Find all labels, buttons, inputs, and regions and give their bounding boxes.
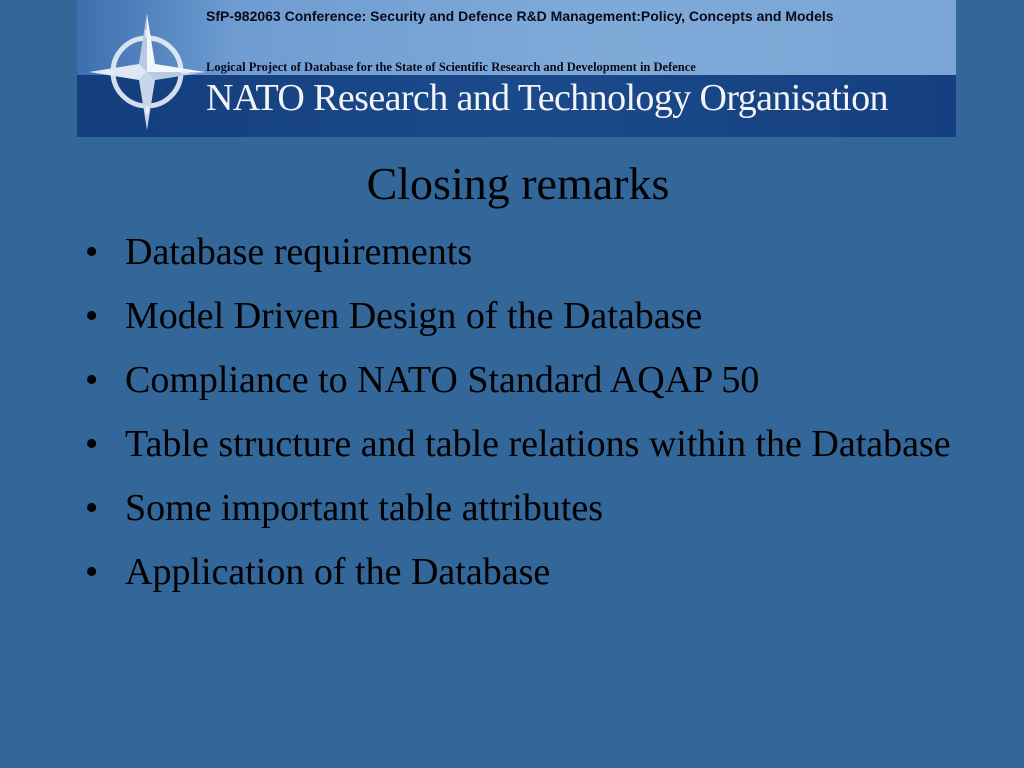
bullet-glyph: • xyxy=(85,231,99,273)
bullet-text: Application of the Database xyxy=(125,551,551,593)
bullet-item xyxy=(85,354,965,407)
bullet-glyph: • xyxy=(85,423,99,465)
bullet-glyph: • xyxy=(85,551,99,593)
bullet-glyph: • xyxy=(85,359,99,401)
header-banner xyxy=(77,0,956,137)
nato-compass-star-icon xyxy=(85,12,205,132)
bullet-text: Database requirements xyxy=(125,231,473,273)
bullet-text: Table structure and table relations within the Database xyxy=(125,423,951,465)
bullet-text: Model Driven Design of the Database xyxy=(125,295,703,337)
bullet-glyph: • xyxy=(85,487,99,529)
bullet-glyph: • xyxy=(85,295,99,337)
bullet-item xyxy=(85,226,965,279)
organisation-name: NATO Research and Technology Organisation xyxy=(206,77,888,119)
bullet-list xyxy=(85,226,965,610)
conference-title: SfP-982063 Conference: Security and Defence R&D Management:Policy, Concepts and Models xyxy=(206,8,834,24)
bullet-text: Some important table attributes xyxy=(125,487,604,529)
bullet-item xyxy=(85,418,965,471)
slide-title: Closing remarks xyxy=(366,158,670,209)
project-title: Logical Project of Database for the State of Scientific Research and Development in Defence xyxy=(206,60,696,74)
bullet-text: Compliance to NATO Standard AQAP 50 xyxy=(125,359,760,401)
bullet-item xyxy=(85,546,965,599)
bullet-item xyxy=(85,482,965,535)
bullet-item xyxy=(85,290,965,343)
